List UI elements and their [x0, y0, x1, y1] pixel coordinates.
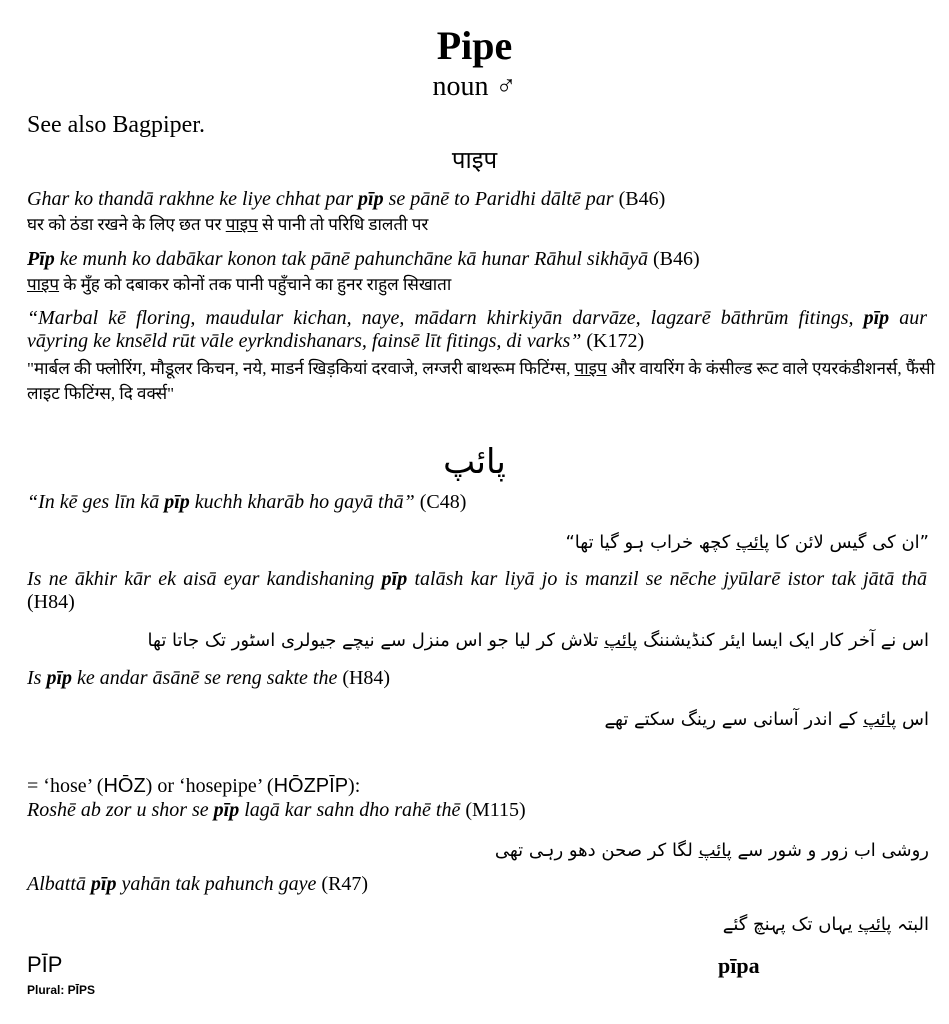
see-also: See also Bagpiper. [27, 112, 205, 138]
hose-example-1-script: روشی اب زور و شور سے پائپ لگا کر صحن دھو رہی تھی [494, 840, 929, 861]
plural-form: Plural: PĪPS [27, 983, 96, 997]
hindi-example-1-roman: Ghar ko thandā rakhne ke liye chhat par pīp se pānē to Paridhi dāltē par (B46) [27, 188, 666, 210]
hose-example-2-roman: Albattā pīp yahān tak pahunch gaye (R47) [27, 873, 369, 895]
hindi-heading: पाइप [451, 148, 498, 174]
urdu-example-3-script: اس پائپ کے اندر آسانی سے رینگ سکتے تھے [604, 709, 929, 730]
urdu-example-3-roman: Is pīp ke andar āsānē se reng sakte the (H84) [27, 667, 391, 689]
headword: Pipe [436, 23, 513, 68]
hindi-example-2-devanagari: पाइप के मुँह को दबाकर कोनों तक पानी पहुँचाने का हुनर राहुल सिखाता [27, 275, 452, 294]
hindi-example-3-roman: “Marbal kē floring, maudular kichan, naye, mādarn khirkiyān darvāze, lagzarē bāthrūm fitings, pīp aur vāyring ke knsēld rūt vāle eyrkndishanars, fainsē līt fitings, di varks” (K172) [27, 307, 927, 352]
hindi-example-2-roman: Pīp ke munh ko dabākar konon tak pānē pahunchāne kā hunar Rāhul sikhāyā (B46) [27, 248, 700, 270]
hindi-example-1-devanagari: घर को ठंडा रखने के लिए छत पर पाइप से पानी तो परिधि डालती पर [27, 215, 429, 234]
urdu-example-1-script: ”ان کی گیس لائن کا پائپ کچھ خراب ہو گیا تھا“ [565, 532, 929, 553]
urdu-example-1-roman: “In kē ges līn kā pīp kuchh kharāb ho gayā thā” (C48) [27, 491, 467, 513]
urdu-example-2-roman: Is ne ākhir kār ek aisā eyar kandishaning pīp talāsh kar liyā jo is manzil se nēche jyūlarē istor tak jātā thā (H84) [27, 568, 927, 613]
hose-example-2-script: البتہ پائپ یہاں تک پہنچ گئے [722, 914, 929, 935]
hosepipe-pronunciation: HŌZPĪP [273, 775, 349, 797]
urdu-heading: پائپ [443, 442, 506, 482]
part-of-speech: noun ♂ [432, 71, 517, 102]
pronunciation: PĪP [27, 952, 63, 977]
hose-pronunciation: HŌZ [103, 775, 146, 797]
hindi-example-3-devanagari: "मार्बल की फ्लोरिंग, मौडूलर किचन, नये, माडर्न खिड़कियां दरवाजे, लग्जरी बाथरूम फिटिंग्स, पाइप और वायरिंग के कंसील्ड रूट वाले एयरकंडीशनर्स, फैंसी लाइट फिटिंग्स, दि वर्क्स" [27, 359, 935, 403]
hose-example-1-roman: Roshē ab zor u shor se pīp lagā kar sahn dho rahē thē (M115) [27, 799, 526, 821]
urdu-example-2-script: اس نے آخر کار ایک ایسا ایئر کنڈیشننگ پائپ تلاش کر لیا جو اس منزل سے نیچے جیولری اسٹور تک جاتا تھا [147, 630, 929, 651]
transliteration: pīpa [718, 953, 760, 978]
hose-note: = ‘hose’ (HŌZ) or ‘hosepipe’ (HŌZPĪP): [27, 775, 361, 797]
